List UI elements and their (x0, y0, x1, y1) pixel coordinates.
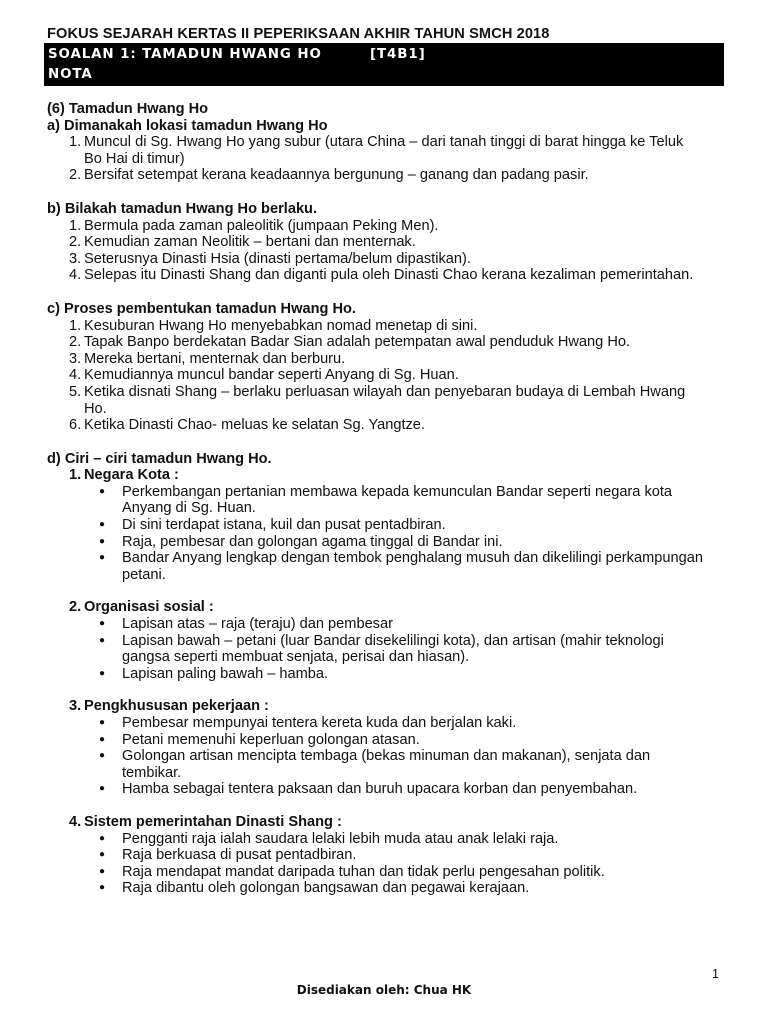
list-item: 5. Ketika disnati Shang – berlaku perluasan wilayah dan penyebaran budaya di Lembah Hwang Ho. (69, 383, 686, 417)
bullet-icon: ● (99, 882, 106, 894)
bullet-icon: ● (99, 717, 106, 728)
list-item: 1. Kesuburan Hwang Ho menyebabkan nomad menetap di sini. (69, 317, 478, 334)
bullet-icon: ● (99, 733, 106, 745)
question-header-bar (44, 43, 724, 86)
list-item: 1. Bermula pada zaman paleolitik (jumpaan Peking Men). (69, 217, 439, 234)
page-number: 1 (712, 967, 719, 981)
location-list (47, 134, 747, 184)
list-item: 1. Muncul di Sg. Hwang Ho yang subur (utara China – dari tanah tinggi di barat hingga ke Teluk Bo Hai di timur) (69, 134, 684, 167)
section-heading-location: a) Dimanakah lokasi tamadun Hwang Ho (47, 117, 328, 134)
list-item: 2. Tapak Banpo berdekatan Badar Sian adalah petempatan awal penduduk Hwang Ho. (69, 334, 631, 351)
list-item: ● Raja mendapat mandat daripada tuhan dan tidak perlu pengesahan politik. (99, 863, 605, 880)
period-list (47, 218, 747, 284)
list-item: ● Raja berkuasa di pusat pentadbiran. (99, 847, 357, 864)
list-item: 2. Bersifat setempat kerana keadaannya bergunung – ganang dan padang pasir. (69, 167, 589, 184)
bullet-icon: ● (99, 535, 106, 547)
section-heading-characteristics: d) Ciri – ciri tamadun Hwang Ho. (47, 450, 272, 467)
notes-content (47, 101, 747, 897)
bullet-icon: ● (99, 849, 106, 861)
characteristic-title: 4. Sistem pemerintahan Dinasti Shang : (69, 813, 342, 830)
question-title: SOALAN 1: TAMADUN HWANG HO (48, 47, 322, 62)
list-item: ● Lapisan paling bawah – hamba. (99, 665, 329, 682)
prepared-by-footer: Disediakan oleh: Chua HK (296, 983, 472, 997)
bullet-icon: ● (99, 618, 106, 630)
list-item: ● Pengganti raja ialah saudara lelaki lebih muda atau anak lelaki raja. (99, 830, 559, 847)
list-item: ● Bandar Anyang lengkap dengan tembok penghalang musuh dan dikelilingi perkampungan petani. (99, 550, 703, 583)
document-title: FOKUS SEJARAH KERTAS II PEPERIKSAAN AKHIR TAHUN SMCH 2018 (47, 26, 550, 42)
list-item: 3. Mereka bertani, menternak dan berburu. (69, 350, 346, 367)
notes-label: NOTA (48, 67, 93, 82)
bullet-icon: ● (99, 750, 106, 762)
list-item: ● Petani memenuhi keperluan golongan atasan. (99, 731, 420, 748)
characteristic-title: 1. Negara Kota : (69, 467, 179, 484)
list-item: ● Lapisan bawah – petani (luar Bandar disekelilingi kota), dan artisan (mahir teknologi gangsa seperti membuat senjata, perisai dan hiasan). (99, 632, 664, 666)
list-item: ● Golongan artisan mencipta tembaga (bekas minuman dan makanan), senjata dan tembikar. (99, 748, 651, 781)
list-item: ● Raja, pembesar dan golongan agama tinggal di Bandar ini. (99, 533, 503, 550)
question-code: [T4B1] (370, 47, 426, 62)
list-item: 3. Seterusnya Dinasti Hsia (dinasti pertama/belum dipastikan). (69, 250, 471, 267)
bullet-list (47, 616, 747, 682)
list-item: ● Lapisan atas – raja (teraju) dan pembesar (99, 616, 393, 633)
bullet-list (47, 831, 747, 897)
bullet-icon: ● (99, 552, 106, 564)
list-item: 4. Selepas itu Dinasti Shang dan diganti pula oleh Dinasti Chao kerana kezaliman pemerintahan. (69, 267, 694, 284)
formation-list (47, 318, 747, 434)
list-item: 2. Kemudian zaman Neolitik – bertani dan menternak. (69, 234, 416, 251)
bullet-icon: ● (99, 519, 106, 531)
bullet-icon: ● (99, 634, 106, 646)
bullet-list (47, 715, 747, 798)
list-item: ● Pembesar mempunyai tentera kereta kuda dan berjalan kaki. (99, 715, 517, 731)
list-item: 4. Kemudiannya muncul bandar seperti Anyang di Sg. Huan. (69, 367, 459, 384)
list-item: ● Di sini terdapat istana, kuil dan pusat pentadbiran. (99, 517, 446, 534)
bullet-icon: ● (99, 865, 106, 877)
bullet-list (47, 484, 747, 584)
characteristic-title: 3. Pengkhususan pekerjaan : (69, 698, 269, 715)
list-item: ● Raja dibantu oleh golongan bangsawan dan pegawai kerajaan. (99, 880, 530, 897)
characteristic-title: 2. Organisasi sosial : (69, 599, 214, 616)
topic-heading: (6) Tamadun Hwang Ho (47, 101, 209, 117)
bullet-icon: ● (99, 485, 106, 497)
bullet-icon: ● (99, 783, 106, 795)
list-item: 6. Ketika Dinasti Chao- meluas ke selatan Sg. Yangtze. (69, 417, 425, 434)
bullet-icon: ● (99, 667, 106, 679)
list-item: ● Hamba sebagai tentera paksaan dan buruh upacara korban dan penyembahan. (99, 781, 638, 798)
section-heading-period: b) Bilakah tamadun Hwang Ho berlaku. (47, 200, 318, 217)
list-item: ● Perkembangan pertanian membawa kepada kemunculan Bandar seperti negara kota Anyang di Sg. Huan. (99, 483, 673, 517)
bullet-icon: ● (99, 832, 106, 844)
section-heading-formation: c) Proses pembentukan tamadun Hwang Ho. (47, 300, 356, 317)
